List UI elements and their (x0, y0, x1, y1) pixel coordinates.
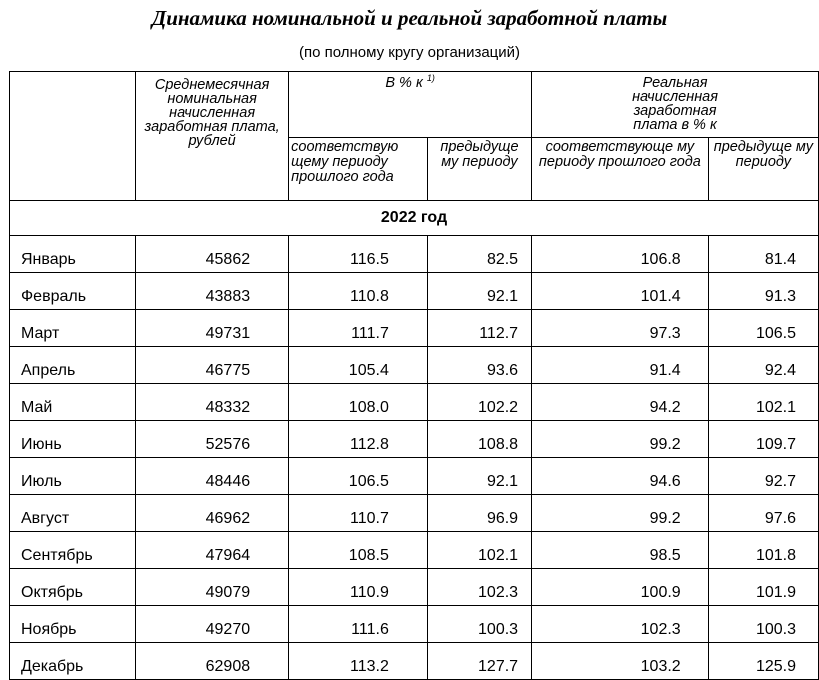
nominal-wage-cell: 52576 (136, 421, 289, 458)
wage-table (9, 71, 819, 680)
page-title: Динамика номинальной и реальной заработной платы (151, 6, 668, 30)
percent-yoy-cell: 116.5 (289, 236, 428, 273)
real-yoy-cell: 99.2 (532, 495, 709, 532)
percent-prev-cell: 100.3 (427, 606, 531, 643)
percent-prev-cell: 102.1 (427, 532, 531, 569)
percent-yoy-cell: 106.5 (289, 458, 428, 495)
header-real-wage-group (532, 72, 819, 138)
percent-yoy-cell: 111.6 (289, 606, 428, 643)
percent-prev-cell: 127.7 (427, 643, 531, 680)
header-same-period-percent (289, 138, 428, 201)
real-yoy-cell: 102.3 (532, 606, 709, 643)
table-row (10, 458, 819, 495)
percent-yoy-cell: 112.8 (289, 421, 428, 458)
table-row (10, 643, 819, 680)
table-row (10, 384, 819, 421)
percent-yoy-cell: 113.2 (289, 643, 428, 680)
month-cell: Сентябрь (10, 532, 136, 569)
real-prev-cell: 102.1 (708, 384, 818, 421)
header-real-wage-label: Реальная начисленная заработная плата в % к (632, 75, 718, 133)
table-row (10, 273, 819, 310)
real-yoy-cell: 103.2 (532, 643, 709, 680)
table-row (10, 569, 819, 606)
real-prev-cell: 81.4 (708, 236, 818, 273)
footnote-marker: 1) (426, 73, 435, 84)
real-prev-cell: 92.4 (708, 347, 818, 384)
percent-prev-cell: 92.1 (427, 273, 531, 310)
table-row (10, 310, 819, 347)
header-percent-group (289, 72, 532, 138)
table-row (10, 606, 819, 643)
table-header (10, 72, 819, 236)
header-blank-cell (10, 72, 136, 201)
real-yoy-cell: 101.4 (532, 273, 709, 310)
real-prev-cell: 106.5 (708, 310, 818, 347)
real-prev-cell: 91.3 (708, 273, 818, 310)
percent-yoy-cell: 108.5 (289, 532, 428, 569)
month-cell: Ноябрь (10, 606, 136, 643)
header-previous-period-percent (427, 138, 531, 201)
table-row (10, 532, 819, 569)
table-row (10, 495, 819, 532)
real-prev-cell: 101.9 (708, 569, 818, 606)
real-prev-cell: 109.7 (708, 421, 818, 458)
header-same-period-real-label: соответствующе му периоду прошлого года (538, 139, 701, 170)
percent-prev-cell: 112.7 (427, 310, 531, 347)
nominal-wage-cell: 46962 (136, 495, 289, 532)
real-yoy-cell: 94.2 (532, 384, 709, 421)
nominal-wage-cell: 47964 (136, 532, 289, 569)
nominal-wage-cell: 48332 (136, 384, 289, 421)
month-cell: Декабрь (10, 643, 136, 680)
month-cell: Октябрь (10, 569, 136, 606)
real-prev-cell: 100.3 (708, 606, 818, 643)
percent-yoy-cell: 111.7 (289, 310, 428, 347)
page-subtitle: (по полному кругу организаций) (298, 44, 521, 61)
real-prev-cell: 101.8 (708, 532, 818, 569)
real-yoy-cell: 94.6 (532, 458, 709, 495)
percent-yoy-cell: 110.9 (289, 569, 428, 606)
nominal-wage-cell: 49731 (136, 310, 289, 347)
table-row (10, 347, 819, 384)
table-body (10, 236, 819, 680)
month-cell: Апрель (10, 347, 136, 384)
nominal-wage-cell: 43883 (136, 273, 289, 310)
real-yoy-cell: 91.4 (532, 347, 709, 384)
header-nominal-wage (136, 72, 289, 201)
section-year-row (10, 201, 819, 236)
header-previous-period-percent-label: предыдуще му периоду (440, 139, 519, 170)
percent-prev-cell: 102.2 (427, 384, 531, 421)
nominal-wage-cell: 45862 (136, 236, 289, 273)
real-yoy-cell: 98.5 (532, 532, 709, 569)
header-previous-period-real (708, 138, 818, 201)
real-prev-cell: 125.9 (708, 643, 818, 680)
month-cell: Июнь (10, 421, 136, 458)
month-cell: Июль (10, 458, 136, 495)
month-cell: Март (10, 310, 136, 347)
percent-prev-cell: 96.9 (427, 495, 531, 532)
percent-prev-cell: 82.5 (427, 236, 531, 273)
header-previous-period-real-label: предыдуще му периоду (713, 139, 813, 170)
real-yoy-cell: 100.9 (532, 569, 709, 606)
percent-yoy-cell: 108.0 (289, 384, 428, 421)
month-cell: Февраль (10, 273, 136, 310)
nominal-wage-cell: 49270 (136, 606, 289, 643)
month-cell: Май (10, 384, 136, 421)
percent-yoy-cell: 110.8 (289, 273, 428, 310)
real-yoy-cell: 99.2 (532, 421, 709, 458)
table-row (10, 421, 819, 458)
table-row (10, 236, 819, 273)
month-cell: Август (10, 495, 136, 532)
real-prev-cell: 97.6 (708, 495, 818, 532)
percent-prev-cell: 108.8 (427, 421, 531, 458)
percent-prev-cell: 93.6 (427, 347, 531, 384)
header-nominal-wage-label: Среднемесячная номинальная начисленная заработная плата, рублей (144, 77, 280, 149)
real-prev-cell: 92.7 (708, 458, 818, 495)
percent-prev-cell: 92.1 (427, 458, 531, 495)
real-yoy-cell: 97.3 (532, 310, 709, 347)
nominal-wage-cell: 46775 (136, 347, 289, 384)
percent-yoy-cell: 105.4 (289, 347, 428, 384)
real-yoy-cell: 106.8 (532, 236, 709, 273)
section-year-label: 2022 год (380, 209, 448, 226)
nominal-wage-cell: 62908 (136, 643, 289, 680)
month-cell: Январь (10, 236, 136, 273)
header-same-period-real (532, 138, 709, 201)
nominal-wage-cell: 48446 (136, 458, 289, 495)
nominal-wage-cell: 49079 (136, 569, 289, 606)
header-percent-label: В % к (385, 75, 423, 91)
percent-yoy-cell: 110.7 (289, 495, 428, 532)
header-same-period-percent-label: соответствую щему периоду прошлого года (291, 139, 399, 185)
percent-prev-cell: 102.3 (427, 569, 531, 606)
